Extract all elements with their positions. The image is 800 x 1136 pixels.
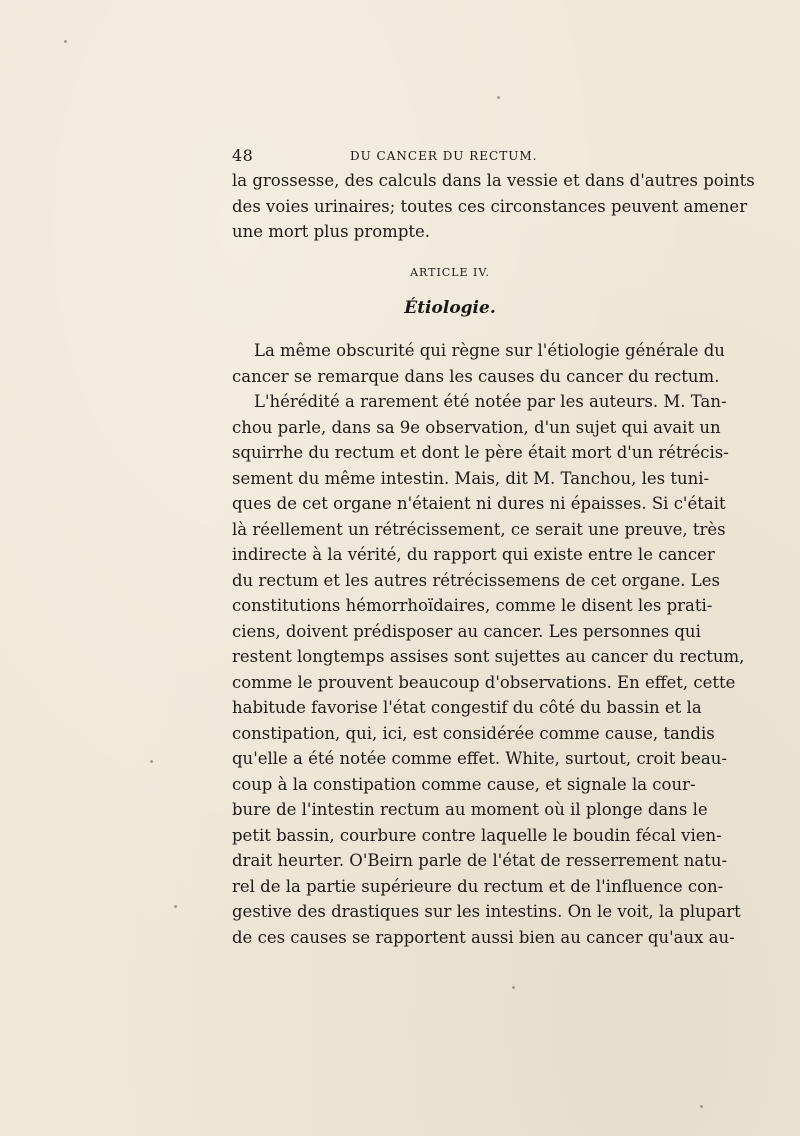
text-line: bure de l'intestin rectum au moment où il plonge dans le [232, 800, 708, 819]
paper-spot [64, 40, 67, 43]
paper-spot [497, 96, 500, 99]
text-line: comme le prouvent beaucoup d'observations. En effet, cette [232, 672, 736, 692]
text-line: qu'elle a été notée comme effet. White, surtout, croit beau- [232, 749, 727, 768]
paper-spot [174, 905, 177, 908]
text-line: la grossesse, des calculs dans la vessie et dans d'autres points [232, 171, 755, 190]
text-line: là réellement un rétrécissement, ce serait une preuve, très [232, 519, 726, 539]
text-line: L'hérédité a rarement été notée par les auteurs. M. Tan- [254, 392, 727, 411]
running-head [232, 146, 668, 166]
text-line: sement du même intestin. Mais, dit M. Tanchou, les tuni- [232, 468, 710, 488]
text-line: gestive des drastiques sur les intestins. On le voit, la plupart [232, 902, 741, 921]
text-line: squirrhe du rectum et dont le père était mort d'un rétrécis- [232, 443, 729, 462]
text-line: petit bassin, courbure contre laquelle le boudin fécal vien- [232, 825, 722, 845]
page-number: 48 [232, 146, 254, 165]
article-label: ARTICLE IV. [410, 266, 490, 279]
top-paragraph [232, 168, 755, 245]
paper-spot [700, 1105, 703, 1108]
text-line: restent longtemps assises sont sujettes au cancer du rectum, [232, 647, 745, 666]
text-line: coup à la constipation comme cause, et signale la cour- [232, 774, 696, 794]
text-line: ques de cet organe n'étaient ni dures ni épaisses. Si c'était [232, 494, 726, 513]
text-line: chou parle, dans sa 9e observation, d'un sujet qui avait un [232, 417, 721, 437]
text-line: cancer se remarque dans les causes du cancer du rectum. [232, 366, 720, 386]
text-line: de ces causes se rapportent aussi bien au cancer qu'aux au- [232, 927, 735, 947]
text-line: ciens, doivent prédisposer au cancer. Les personnes qui [232, 621, 701, 641]
text-line: du rectum et les autres rétrécissemens de cet organe. Les [232, 570, 720, 590]
main-paragraphs [232, 338, 745, 950]
text-line: une mort plus prompte. [232, 222, 431, 241]
paper-spot [150, 760, 153, 763]
running-title: DU CANCER DU RECTUM. [350, 149, 538, 163]
section-title: Étiologie. [404, 298, 496, 318]
text-line: rel de la partie supérieure du rectum et de l'influence con- [232, 876, 724, 896]
text-line: habitude favorise l'état congestif du côté du bassin et la [232, 698, 702, 717]
paper-spot [512, 986, 515, 989]
text-line: drait heurter. O'Beirn parle de l'état de resserrement natu- [232, 851, 728, 870]
text-line: des voies urinaires; toutes ces circonstances peuvent amener [232, 196, 748, 216]
text-line: constipation, qui, ici, est considérée comme cause, tandis [232, 723, 715, 743]
text-line: indirecte à la vérité, du rapport qui existe entre le cancer [232, 545, 715, 564]
text-line: La même obscurité qui règne sur l'étiologie générale du [254, 341, 725, 360]
text-line: constitutions hémorrhoïdaires, comme le disent les prati- [232, 596, 713, 615]
